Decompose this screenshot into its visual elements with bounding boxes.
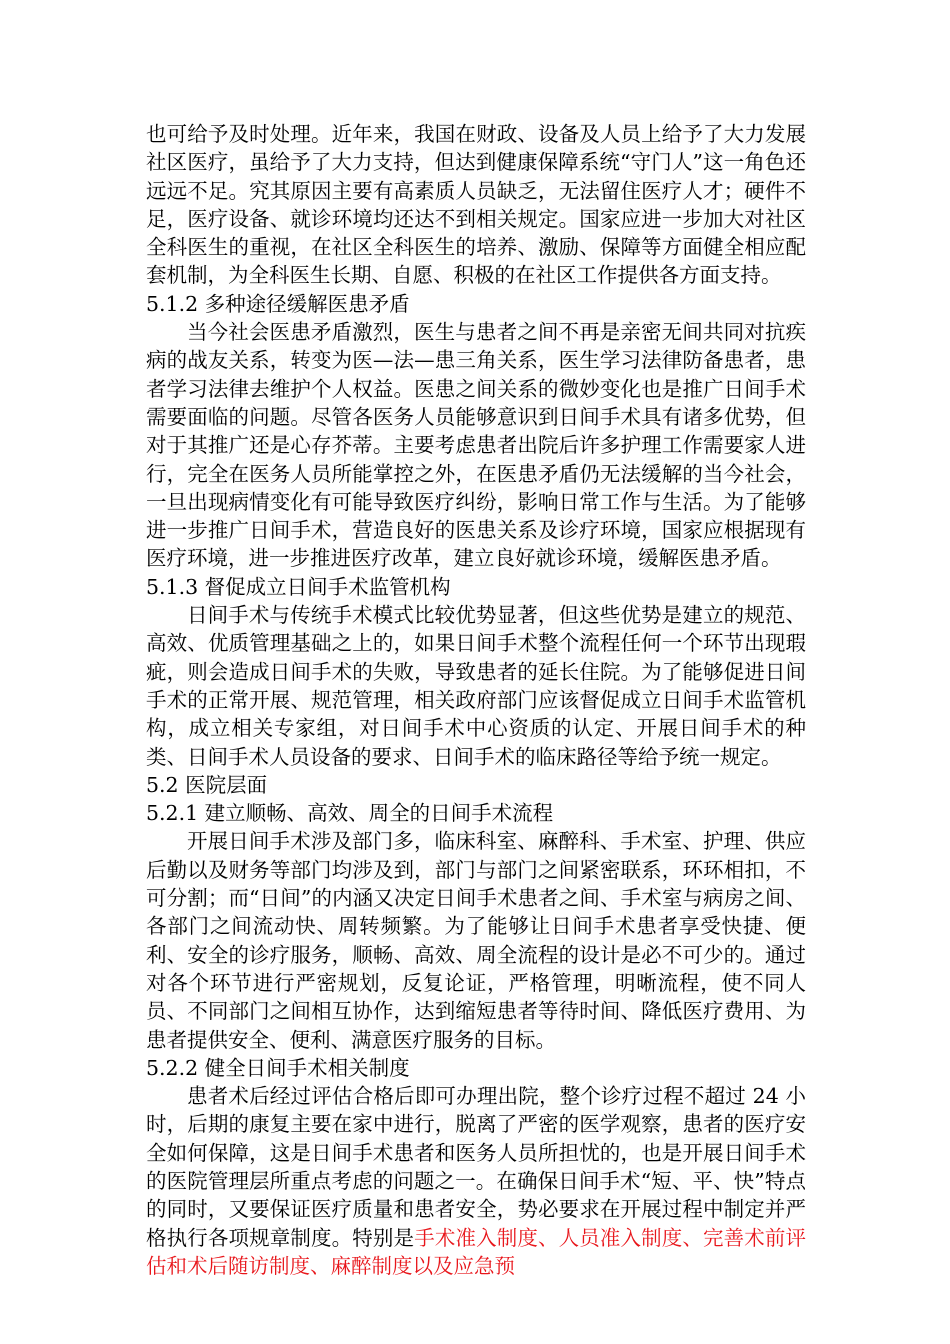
document-page <box>146 120 806 1280</box>
paragraph-community-care <box>146 120 806 290</box>
paragraph-text: 日间手术与传统手术模式比较优势显著，但这些优势是建立的规范、高效、优质管理基础之上的，如果日间手术整个流程任何一个环节出现瑕疵，则会造成日间手术的失败，导致患者的延长住院。为了能够促进日间手术的正常开展、规范管理，相关政府部门应该督促成立日间手术监管机构，成立相关专家组，对日间手术中心资质的认定、开展日间手术的种类、日间手术人员设备的要求、日间手术的临床路径等给予统一规定。 <box>146 603 806 769</box>
paragraph-text: 患者术后经过评估合格后即可办理出院，整个诊疗过程不超过 24 小时，后期的康复主要在家中进行，脱离了严密的医学观察，患者的医疗安全如何保障，这是日间手术患者和医务人员所担忧的，也是开展日间手术的医院管理层所重点考虑的问题之一。在确保日间手术“短、平、快”特点的同时，又要保证医疗质量和患者安全，势必要求在开展过程中制定并严格执行各项规章制度。特别是 <box>146 1084 806 1250</box>
section-heading-5-2: 5.2 医院层面 <box>146 772 268 797</box>
paragraph-doctor-patient-conflict <box>146 318 806 573</box>
section-heading-5-1-3: 5.1.3 督促成立日间手术监管机构 <box>146 574 451 599</box>
highlighted-text: 手术准入制度、人员准入制度、完善术前评估和术后随访制度、麻醉制度以及应急预 <box>146 1225 807 1278</box>
paragraph-text: 开展日间手术涉及部门多，临床科室、麻醉科、手术室、护理、供应后勤以及财务等部门均涉及到，部门与部门之间紧密联系，环环相扣，不可分割；而“日间”的内涵又决定日间手术患者之间、手术室与病房之间、各部门之间流动快、周转频繁。为了能够让日间手术患者享受快捷、便利、安全的诊疗服务，顺畅、高效、周全流程的设计是必不可少的。通过对各个环节进行严密规划，反复论证，严格管理，明晰流程，使不同人员、不同部门之间相互协作，达到缩短患者等待时间、降低医疗费用、为患者提供安全、便利、满意医疗服务的目标。 <box>146 829 806 1052</box>
paragraph-surgery-workflow <box>146 827 806 1053</box>
paragraph-supervision-agency <box>146 601 806 771</box>
section-heading-5-1-2: 5.1.2 多种途径缓解医患矛盾 <box>146 291 410 316</box>
paragraph-text: 当今社会医患矛盾激烈，医生与患者之间不再是亲密无间共同对抗疾病的战友关系，转变为医—法—患三角关系，医生学习法律防备患者，患者学习法律去维护个人权益。医患之间关系的微妙变化也是推广日间手术需要面临的问题。尽管各医务人员能够意识到日间手术具有诸多优势，但对于其推广还是心存芥蒂。主要考虑患者出院后许多护理工作需要家人进行，完全在医务人员所能掌控之外，在医患矛盾仍无法缓解的当今社会，一旦出现病情变化有可能导致医疗纠纷，影响日常工作与生活。为了能够进一步推广日间手术，营造良好的医患关系及诊疗环境，国家应根据现有医疗环境，进一步推进医疗改革，建立良好就诊环境，缓解医患矛盾。 <box>146 320 806 571</box>
paragraph-related-regulations <box>146 1082 806 1280</box>
paragraph-text: 也可给予及时处理。近年来，我国在财政、设备及人员上给予了大力发展社区医疗，虽给予了大力支持，但达到健康保障系统“守门人”这一角色还远远不足。究其原因主要有高素质人员缺乏，无法留住医疗人才；硬件不足，医疗设备、就诊环境均还达不到相关规定。国家应进一步加大对社区全科医生的重视，在社区全科医生的培养、激励、保障等方面健全相应配套机制，为全科医生长期、自愿、积极的在社区工作提供各方面支持。 <box>146 122 806 288</box>
section-heading-5-2-1: 5.2.1 建立顺畅、高效、周全的日间手术流程 <box>146 801 554 826</box>
section-heading-5-2-2: 5.2.2 健全日间手术相关制度 <box>146 1055 410 1080</box>
